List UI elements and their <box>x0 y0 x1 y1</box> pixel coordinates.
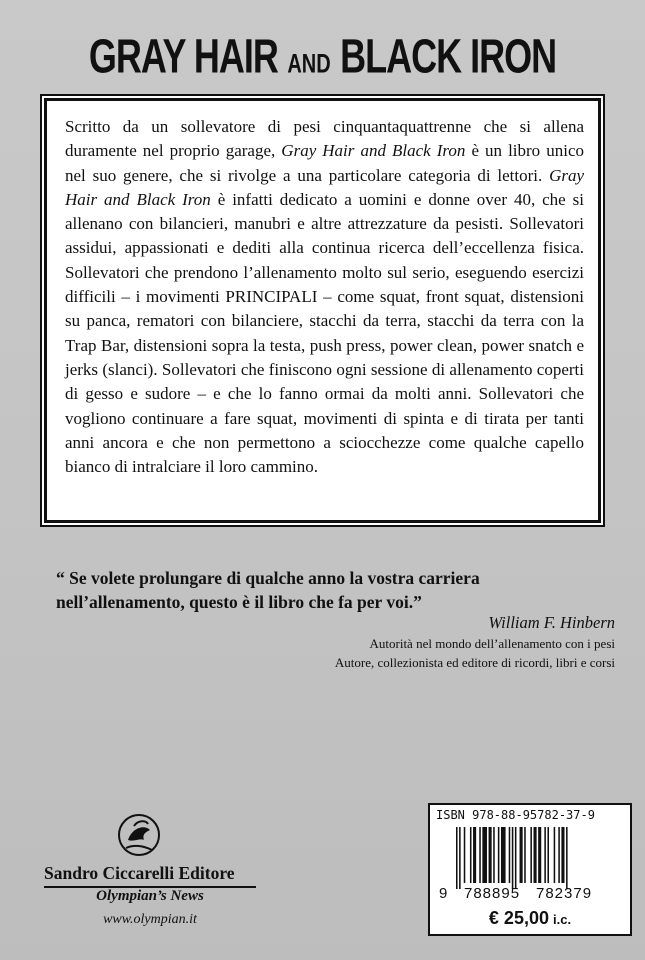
blurb-text <box>65 115 584 479</box>
barcode-bar <box>566 827 568 889</box>
barcode-bar <box>470 827 472 883</box>
barcode-bar <box>561 827 564 883</box>
isbn-label: ISBN 978-88-95782-37-9 <box>436 808 595 822</box>
title-connector: AND <box>287 49 331 80</box>
barcode-bar <box>538 827 541 883</box>
barcode-right-digits: 782379 <box>536 885 593 902</box>
barcode-bar <box>512 827 514 889</box>
barcode-bar <box>524 827 526 883</box>
price-suffix: i.c. <box>552 912 572 927</box>
barcode-bar <box>493 827 495 883</box>
publisher-name: Sandro Ciccarelli Editore <box>44 863 256 888</box>
barcode-first-digit: 9 <box>439 885 448 902</box>
author-role-1: Autorità nel mondo dell’allenamento con i pesi <box>369 636 615 651</box>
blurb-mid: è un libro unico nel suo genere, che si rivolge a una particolare categoria di lettori. <box>65 141 584 185</box>
barcode-bar <box>479 827 481 883</box>
barcode-bar <box>509 827 511 883</box>
title-part-1: GRAY HAIR <box>88 28 278 84</box>
barcode-bar <box>456 827 458 889</box>
publisher-website: www.olympian.it <box>103 912 197 927</box>
blurb-panel <box>44 98 601 523</box>
barcode-bar <box>544 827 546 883</box>
blurb-book-title: Gray Hair and Black Iron <box>281 141 466 161</box>
barcode-bar <box>520 827 523 883</box>
barcode-bar <box>482 827 487 883</box>
barcode-bar <box>554 827 556 883</box>
cover-title <box>0 28 645 85</box>
barcode-bar <box>547 827 549 883</box>
barcode-bar <box>473 827 476 883</box>
title-part-2: BLACK IRON <box>340 28 557 84</box>
barcode-bar <box>534 827 537 883</box>
price-value: € 25,00 <box>488 908 549 928</box>
barcode-bar <box>515 827 517 889</box>
barcode-bar <box>530 827 532 883</box>
publisher-logo-icon <box>114 810 164 860</box>
price-label <box>430 908 630 929</box>
barcode-bar <box>558 827 560 883</box>
barcode-bar <box>489 827 492 883</box>
barcode-bar <box>498 827 500 883</box>
quote-author: William F. Hinbern <box>488 613 615 632</box>
barcode-bar <box>501 827 506 883</box>
endorsement-quote: “ Se volete prolungare di qualche anno la vostra carriera nell’allenamento, questo è il libro che fa per voi.” <box>56 568 480 612</box>
publisher-imprint: Olympian’s News <box>96 888 204 904</box>
barcode-bar <box>464 827 466 883</box>
barcode-box <box>428 803 632 936</box>
blurb-intro: Scritto da un sollevatore di pesi cinquantaquattrenne che si allena duramente nel proprio garage, <box>65 117 584 161</box>
barcode-bar <box>459 827 461 889</box>
blurb-book-title-2: Gray Hair and Black Iron <box>65 165 585 209</box>
barcode-bars <box>456 827 616 889</box>
blurb-rest: è infatti dedicato a uomini e donne over 40, che si allenano con bilancieri, manubri e altre attrezzature da pesisti. Sollevatori assidui, appassionati e dediti alla continua ricerca dell’eccellenza fisica. Sollevatori che prendono l’allenamento molto sul serio, eseguendo esercizi difficili – i movimenti PRINCIPALI – come squat, front squat, distensioni su panca, rematori con bilanciere, stacchi da terra, stacchi da terra con la Trap Bar, distensioni sopra la testa, push press, power clean, power snatch e jerks (slanci). Sollevatori che finiscono ogni sessione di allenamento coperti di gesso e sudore – e che lo fanno ormai da molti anni. Sollevatori che vogliono continuare a fare squat, movimenti di spinta e di tirata per tanti anni ancora e che non permettono a sciocchezze come qualche capello bianco di intralciare il loro cammino. <box>65 189 585 477</box>
barcode-left-digits: 788895 <box>464 885 521 902</box>
author-role-2: Autore, collezionista ed editore di ricordi, libri e corsi <box>334 655 615 670</box>
